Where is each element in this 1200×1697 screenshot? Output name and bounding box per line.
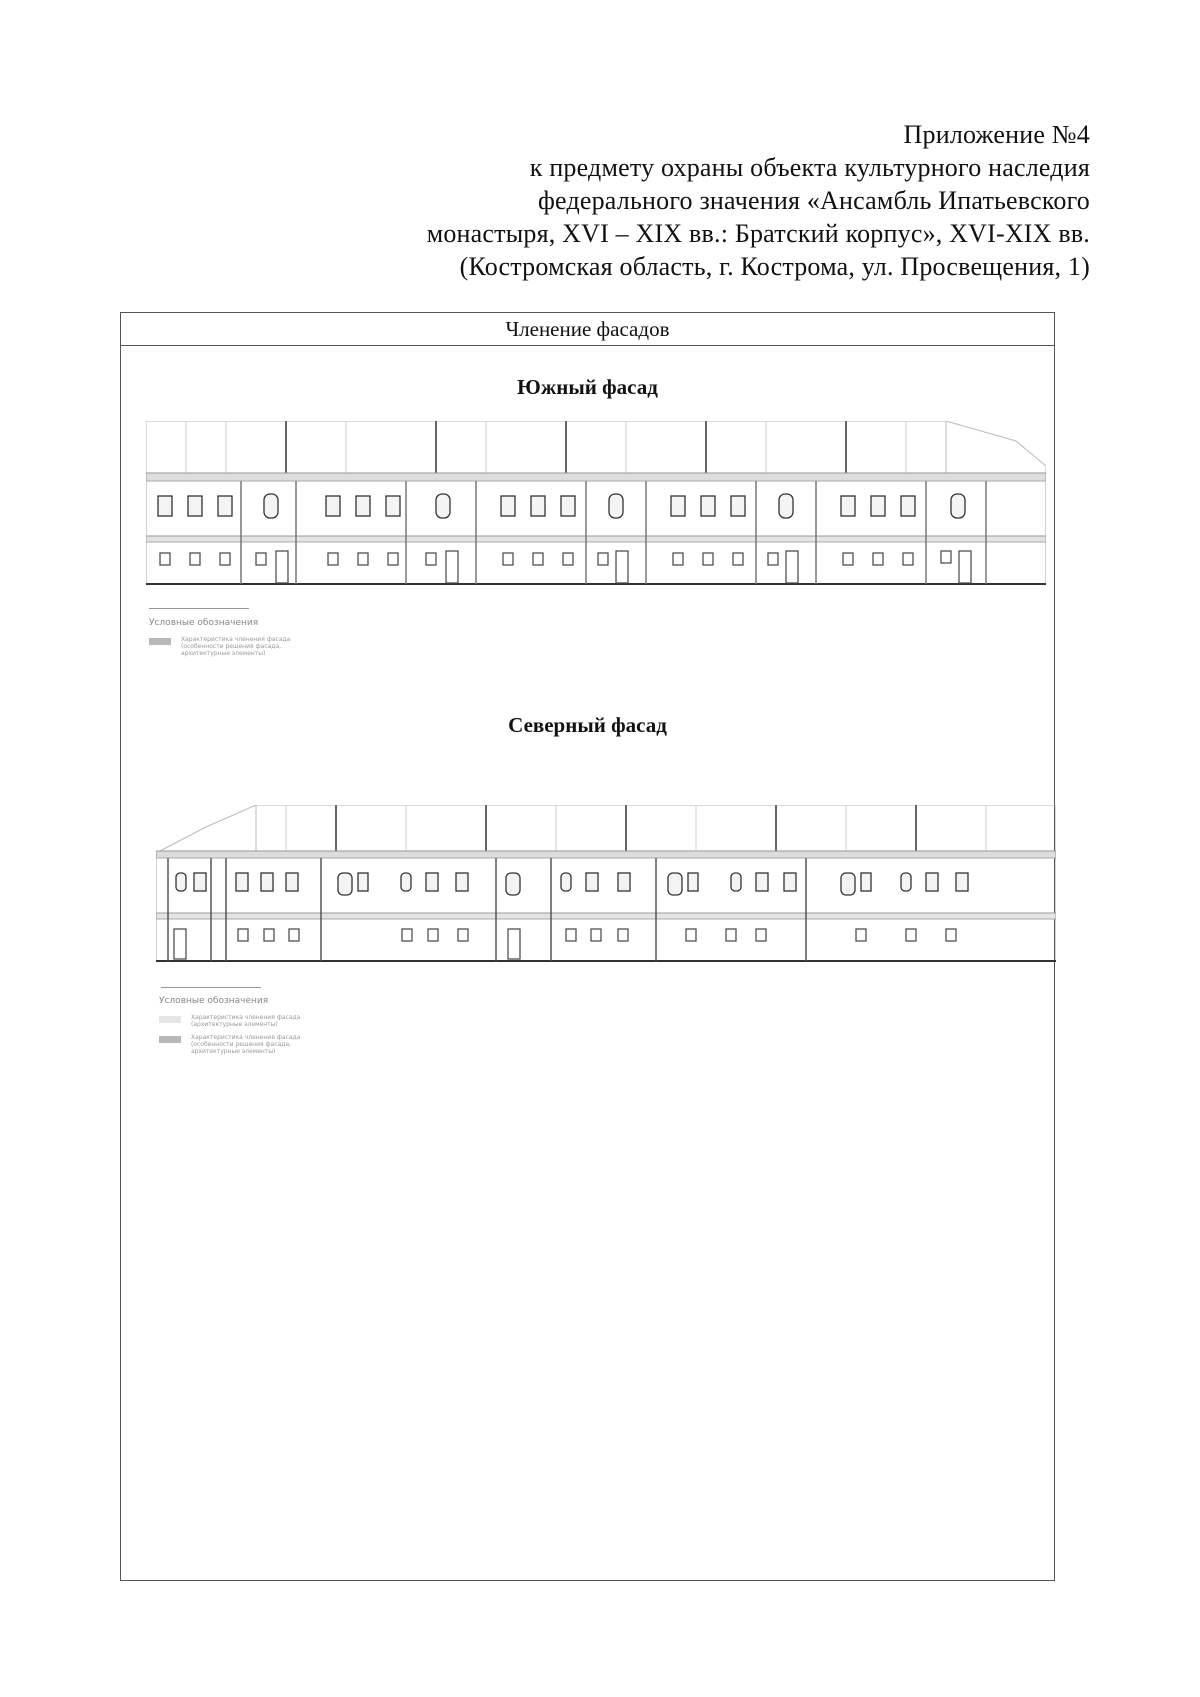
- north-roof-chimneys: [336, 805, 916, 853]
- north-ground-floor: [156, 919, 1056, 961]
- north-cornice: [156, 851, 1056, 858]
- header-line-2: к предмету охраны объекта культурного наследия: [529, 153, 1090, 182]
- legend-swatch-dark: [149, 638, 171, 645]
- legend-swatch-dark: [159, 1036, 181, 1043]
- south-legend: [149, 618, 331, 663]
- south-roof-ribs: [186, 421, 906, 476]
- south-belt: [146, 536, 1046, 542]
- north-roof-slope: [156, 805, 256, 853]
- north-legend: [159, 996, 341, 1061]
- header-line-5: (Костромская область, г. Кострома, ул. Просвещения, 1): [459, 252, 1090, 281]
- south-legend-item: Характеристика членения фасада (особенности решения фасада, архитектурные элементы): [149, 636, 331, 657]
- south-cornice: [146, 473, 1046, 481]
- south-upper-windows: [158, 494, 965, 518]
- drawing-frame: [120, 312, 1055, 1581]
- north-facade-drawing: [156, 805, 1056, 970]
- north-lower-windows: [174, 929, 956, 959]
- header-line-3: федерального значения «Ансамбль Ипатьевского: [538, 186, 1090, 215]
- north-legend-title: Условные обозначения: [159, 996, 269, 1006]
- south-facade-drawing: [146, 421, 1046, 591]
- frame-title: Членение фасадов: [121, 313, 1054, 346]
- legend-swatch-light: [159, 1016, 181, 1023]
- north-upper-windows: [176, 873, 968, 895]
- north-legend-item-1: Характеристика членения фасада (архитектурные элементы): [159, 1014, 341, 1028]
- north-belt: [156, 913, 1056, 919]
- south-roof-slope: [946, 421, 1046, 476]
- appendix-header: [330, 118, 1090, 283]
- south-facade-title: Южный фасад: [517, 375, 658, 399]
- south-ground-floor: [146, 542, 1046, 584]
- north-scale-bar: [161, 981, 261, 988]
- north-roof: [256, 805, 1056, 853]
- south-scale-bar: [149, 602, 249, 609]
- south-roof-chimneys: [286, 421, 846, 476]
- south-lower-windows: [160, 551, 971, 583]
- header-line-4: монастыря, XVI – XIX вв.: Братский корпус», XVI-XIX вв.: [426, 219, 1090, 248]
- north-facade-title: Северный фасад: [508, 713, 667, 737]
- appendix-number: Приложение №4: [903, 120, 1090, 149]
- north-roof-ribs: [286, 805, 986, 853]
- south-legend-title: Условные обозначения: [149, 618, 259, 628]
- south-roof: [146, 421, 946, 476]
- north-legend-item-2: Характеристика членения фасада (особенности решения фасада, архитектурные элементы): [159, 1034, 341, 1055]
